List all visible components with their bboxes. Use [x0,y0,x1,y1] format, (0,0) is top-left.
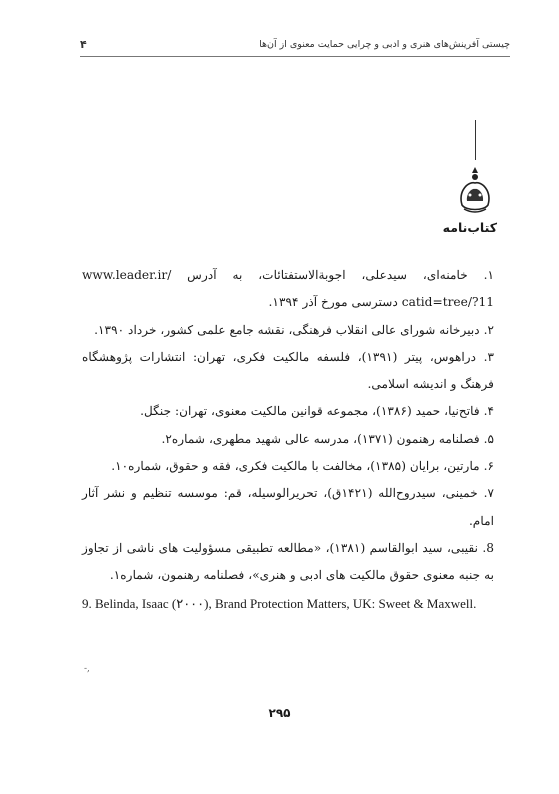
reference-number: ۱. [483,268,495,282]
reference-text: دبیرخانه شورای عالی انقلاب فرهنگی، نقشه جامع علمی کشور، خرداد ۱۳۹۰. [94,322,480,337]
margin-mark: -, [84,664,90,674]
reference-text: مارتین، برایان (۱۳۸۵)، مخالفت با مالکیت فکری، فقه و حقوق، شماره۱۰. [111,459,480,474]
reference-text: دراهوس، پیتر (۱۳۹۱)، فلسفه مالکیت فکری، تهران: انتشارات پژوهشگاه فرهنگ و اندیشه اسلامی. [82,349,494,392]
reference-list [82,262,494,617]
header-page-mark: ۴ [80,38,87,51]
header-rule [80,56,510,57]
reference-number: ۴. [483,404,494,419]
reference-item [82,317,494,344]
header-title: چیستی آفرینش‌های هنری و ادبی و چرایی حمایت معنوی از آن‌ها [259,39,510,50]
reference-item [82,453,494,480]
reference-text: فصلنامه رهنمون (۱۳۷۱)، مدرسه عالی شهید مطهری، شماره۲. [161,431,480,446]
page-number: ۲۹۵ [268,706,291,720]
reference-number: ۶. [483,459,494,474]
reference-text: Belinda, Isaac (۲۰۰۰), Brand Protection Matters, UK: Sweet & Maxwell. [95,595,477,611]
reference-number: ۲. [483,322,494,337]
reference-text: خامنه‌ای، سیدعلی، اجوبة‌الاستفتائات، به آدرس www.leader.ir/ catid=tree/?11 دسترسی مورخ آذر ۱۳۹۴. [82,268,494,310]
reference-item [82,480,494,535]
reference-text: نقیبی، سید ابوالقاسم (۱۳۸۱)، «مطالعه تطبیقی مسؤولیت های ناشی از تجاوز به جنبه معنوی حقوق مالکیت های ادبی و هنری»، فصلنامه رهنمون، شماره۱. [82,540,494,583]
reference-item [82,535,494,590]
section-label: کتاب‌نامه [442,220,497,235]
reference-item [82,590,494,617]
reference-number: 8. [482,540,495,555]
reference-number: ۵. [483,431,494,446]
reference-number: 9. [82,595,92,611]
running-header [80,38,510,51]
reference-text: خمینی، سیدروح‌الله (۱۴۲۱ق)، تحریرالوسیله، قم: موسسه تنظیم و نشر آثار امام. [82,486,494,528]
reference-item [82,344,494,399]
reference-number: ۷. [483,486,495,501]
reference-item [82,398,494,425]
reference-item [82,426,494,453]
decorative-line [475,120,476,160]
ornament-icon [452,165,498,217]
reference-text: فاتح‌نیا، حمید (۱۳۸۶)، مجموعه قوانین مالکیت معنوی، تهران: جنگل. [140,404,480,419]
reference-item [82,262,494,317]
reference-number: ۳. [483,349,495,364]
